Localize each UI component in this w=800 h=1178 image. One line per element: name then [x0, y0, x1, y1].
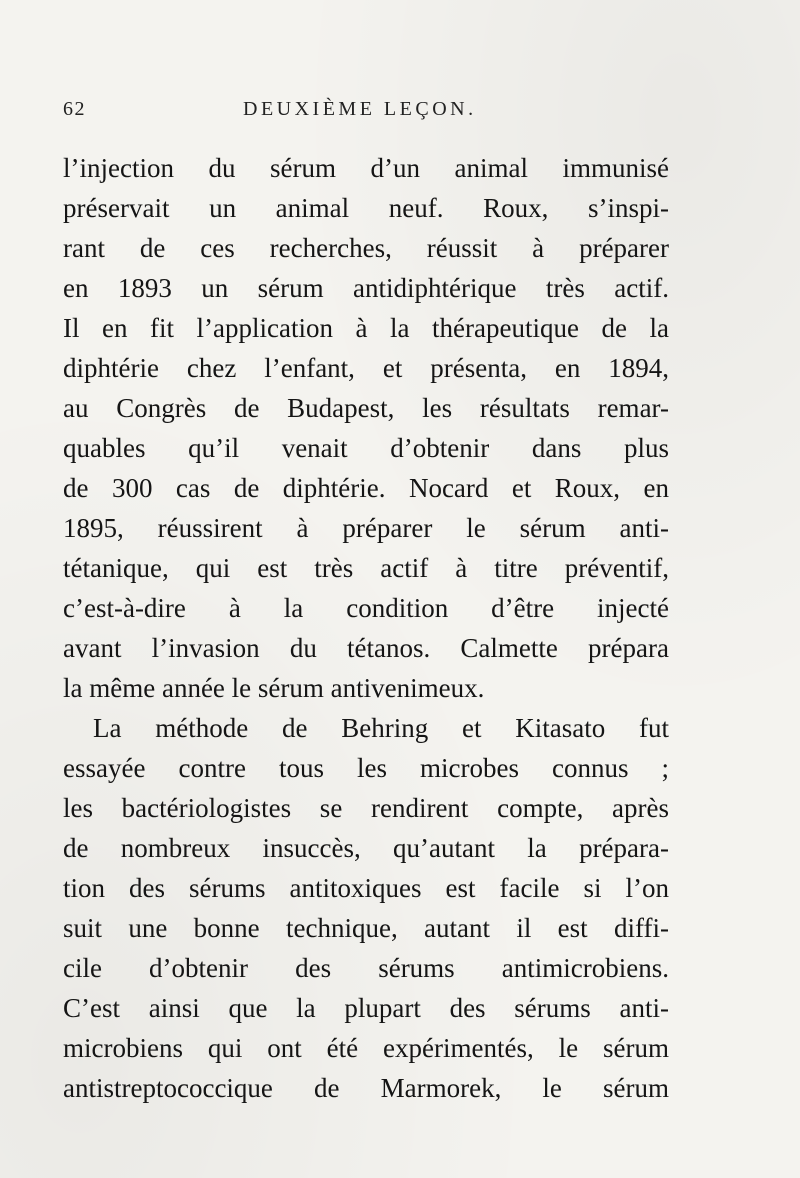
text-line: l’injection du sérum d’un animal immunisé: [63, 153, 669, 183]
section-title: DEUXIÈME LEÇON.: [243, 98, 477, 120]
text-line: La méthode de Behring et Kitasato fut: [93, 713, 669, 743]
text-line: de 300 cas de diphtérie. Nocard et Roux, en: [63, 473, 669, 503]
text-line: suit une bonne technique, autant il est diffi-: [63, 913, 669, 943]
text-line: C’est ainsi que la plupart des sérums anti-: [63, 993, 669, 1023]
text-line: Il en fit l’application à la thérapeutique de la: [63, 313, 669, 343]
text-line: de nombreux insuccès, qu’autant la prépara-: [63, 833, 669, 863]
text-line: la même année le sérum antivenimeux.: [63, 673, 485, 703]
text-line: 1895, réussirent à préparer le sérum anti-: [63, 513, 669, 543]
text-line: tion des sérums antitoxiques est facile si l’on: [63, 873, 669, 903]
text-line: en 1893 un sérum antidiphtérique très actif.: [63, 273, 669, 303]
text-line: avant l’invasion du tétanos. Calmette prépara: [63, 633, 669, 663]
text-line: cile d’obtenir des sérums antimicrobiens.: [63, 953, 669, 983]
text-line: tétanique, qui est très actif à titre préventif,: [63, 553, 669, 583]
text-line: quables qu’il venait d’obtenir dans plus: [63, 433, 669, 463]
text-line: antistreptococcique de Marmorek, le sérum: [63, 1073, 669, 1103]
body-text: [63, 148, 669, 1108]
text-line: au Congrès de Budapest, les résultats remar-: [63, 393, 669, 423]
text-line: préservait un animal neuf. Roux, s’inspi-: [63, 193, 669, 223]
text-line: c’est-à-dire à la condition d’être injecté: [63, 593, 669, 623]
running-head: [63, 98, 673, 128]
page-number: 62: [63, 98, 86, 120]
text-line: les bactériologistes se rendirent compte, après: [63, 793, 669, 823]
text-line: rant de ces recherches, réussit à préparer: [63, 233, 669, 263]
text-line: essayée contre tous les microbes connus ;: [63, 753, 669, 783]
text-line: diphtérie chez l’enfant, et présenta, en 1894,: [63, 353, 669, 383]
text-line: microbiens qui ont été expérimentés, le sérum: [63, 1033, 669, 1063]
